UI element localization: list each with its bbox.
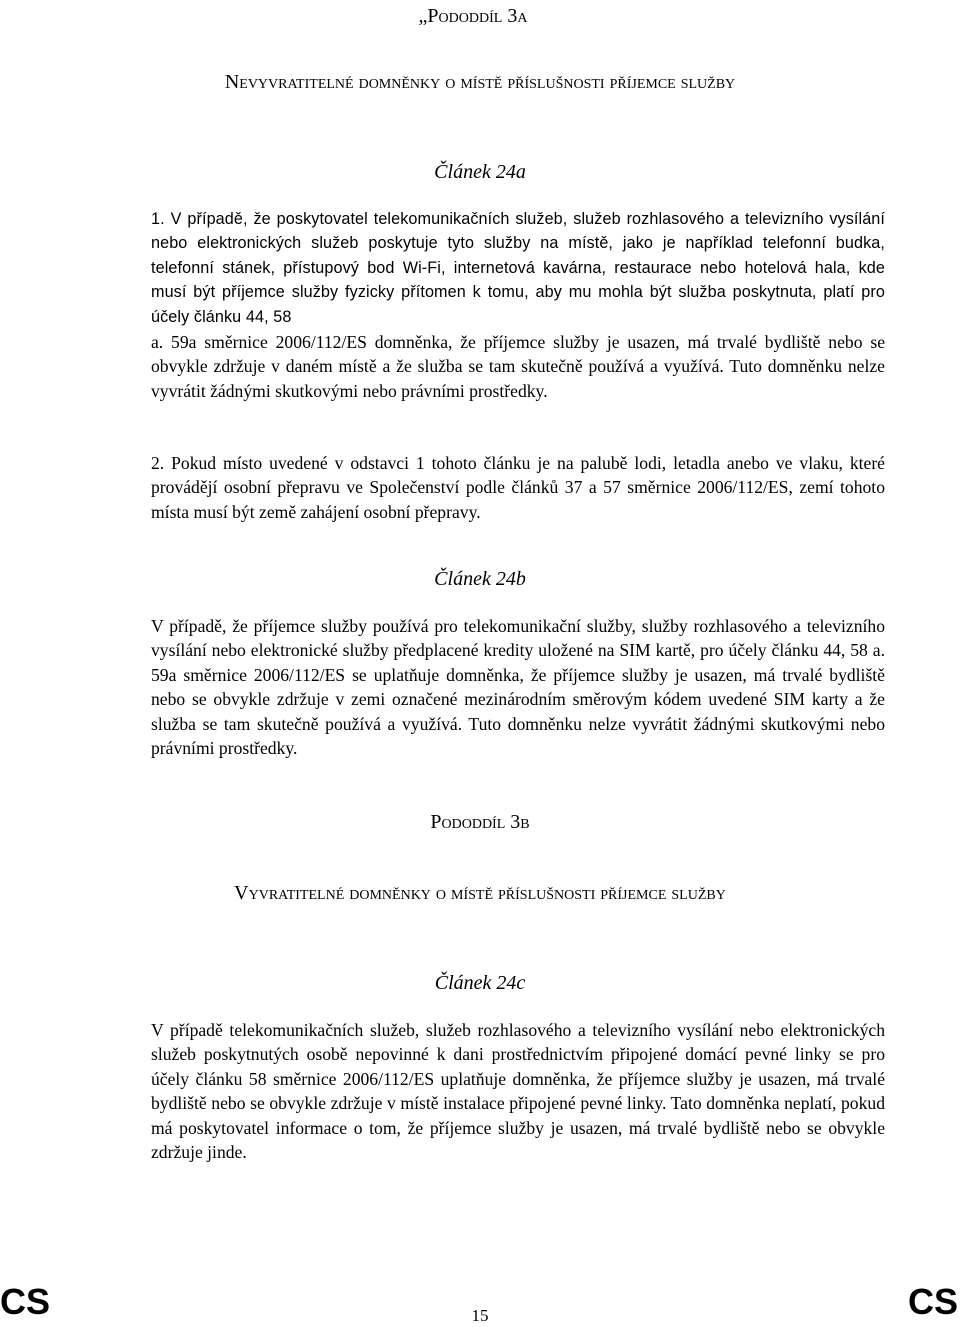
- section-3a-title: „Pododdíl 3a: [418, 5, 528, 27]
- article-24c-paragraph: V případě telekomunikačních služeb, služeb rozhlasového a televizního vysílání nebo elektronických služeb poskytnutých osobě nepovinné k dani prostřednictvím připojené domácí pevné linky se pro účely článku 58 směrnice 2006/112/ES uplatňuje domněnka, že příjemce služby je usazen, má trvalé bydliště nebo se obvykle zdržuje v místě instalace připojené pevné linky. Tato domněnka neplatí, pokud má poskytovatel informace o tom, že příjemce služby je usazen, má trvalé bydliště nebo se obvykle zdržuje jinde.: [151, 1020, 885, 1163]
- article-24c-title: Článek 24c: [434, 972, 526, 994]
- section-3b-heading: Vyvratitelné domněnky o místě příslušnosti příjemce služby: [234, 882, 726, 904]
- article-24a-paragraph-2: 2. Pokud místo uvedené v odstavci 1 tohoto článku je na palubě lodi, letadla anebo ve vlaku, které provádějí osobní přepravu ve Společenství podle článků 37 a 57 směrnice 2006/112/ES, zemí tohoto místa musí být země zahájení osobní přepravy.: [151, 453, 885, 522]
- article-24a-paragraph-1-part-2: a. 59a směrnice 2006/112/ES domněnka, že příjemce služby je usazen, má trvalé bydliště nebo se obvykle zdržuje v daném místě a že služba se tam skutečně používá a využívá. Tuto domněnku nelze vyvrátit žádnými skutkovými nebo právními prostředky.: [151, 332, 885, 401]
- article-24a-title: Článek 24a: [434, 161, 526, 183]
- section-3a-heading: Nevyvratitelné domněnky o místě příslušnosti příjemce služby: [224, 71, 736, 93]
- article-24b-title: Článek 24b: [434, 568, 526, 590]
- section-3b-title: Pododdíl 3b: [430, 811, 530, 833]
- article-24a-paragraph-1-part-1: 1. V případě, že poskytovatel telekomunikačních služeb, služeb rozhlasového a televizního vysílání nebo elektronických služeb poskytuje tyto služby na místě, jako je například telefonní budka, telefonní stánek, přístupový bod Wi-Fi, internetová kavárna, restaurace nebo hotelová hala, kde musí být příjemce služby fyzicky přítomen k tomu, aby mu mohla být služba poskytnuta, platí pro účely článku 44, 58: [151, 210, 885, 326]
- page-number: 15: [471, 1306, 489, 1325]
- article-24b-paragraph: V případě, že příjemce služby používá pro telekomunikační služby, služby rozhlasového a televizního vysílání nebo elektronické služby předplacené kredity uložené na SIM kartě, pro účely článku 44, 58 a. 59a směrnice 2006/112/ES se uplatňuje domněnka, že příjemce služby je usazen, má trvalé bydliště nebo se obvykle zdržuje v zemi označené mezinárodním směrovým kódem uvedené SIM karty a že služba se tam skutečně používá a využívá. Tuto domněnku nelze vyvrátit žádnými skutkovými nebo právními prostředky.: [151, 616, 885, 759]
- footer-language-code-right: CS: [907, 1281, 958, 1322]
- footer-language-code-left: CS: [0, 1281, 51, 1322]
